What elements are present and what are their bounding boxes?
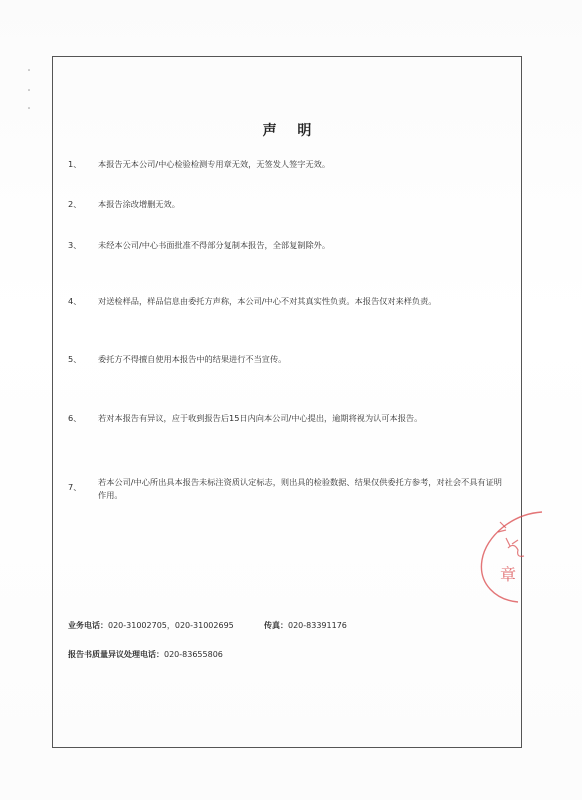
fax-label: 传真： (264, 621, 288, 630)
statement-text: 若本公司/中心所出具本报告未标注资质认定标志，则出具的检验数据、结果仅供委托方参考，对社会不具有证明作用。 (98, 477, 502, 500)
statement-text: 委托方不得擅自使用本报告中的结果进行不当宣传。 (98, 354, 287, 364)
business-phone-value: 020-31002705，020-31002695 (108, 621, 234, 630)
statement-number: 6、 (68, 413, 82, 423)
fax-line (264, 620, 347, 631)
statement-number: 3、 (68, 240, 82, 250)
statement-text: 未经本公司/中心书面批准不得部分复制本报告，全部复制除外。 (98, 240, 331, 250)
statement-number: 5、 (68, 354, 82, 364)
page-title: 声 明 (262, 123, 320, 139)
statement-text: 对送检样品，样品信息由委托方声称，本公司/中心不对其真实性负责。本报告仅对来样负责。 (98, 296, 437, 306)
complaint-phone-label: 报告书质量异议处理电话： (68, 650, 164, 659)
statement-text: 本报告涂改增删无效。 (98, 199, 180, 209)
business-phone-line (68, 620, 234, 631)
stamp-char: 章 (500, 565, 517, 584)
fax-value: 020-83391176 (288, 621, 347, 630)
business-phone-label: 业务电话： (68, 621, 108, 630)
statement-text: 本报告无本公司/中心检验检测专用章无效，无签发人签字无效。 (98, 159, 331, 169)
statement-text: 若对本报告有异议，应于收到报告后15日内向本公司/中心提出，逾期将视为认可本报告。 (98, 413, 423, 423)
statement-number: 2、 (68, 199, 82, 209)
statement-number: 1、 (68, 159, 82, 169)
statement-number: 7、 (68, 482, 82, 492)
scan-edge-marks (26, 60, 32, 120)
statement-number: 4、 (68, 296, 82, 306)
complaint-phone-line (68, 649, 223, 660)
complaint-phone-value: 020-83655806 (164, 650, 223, 659)
red-seal-stamp (472, 508, 556, 604)
